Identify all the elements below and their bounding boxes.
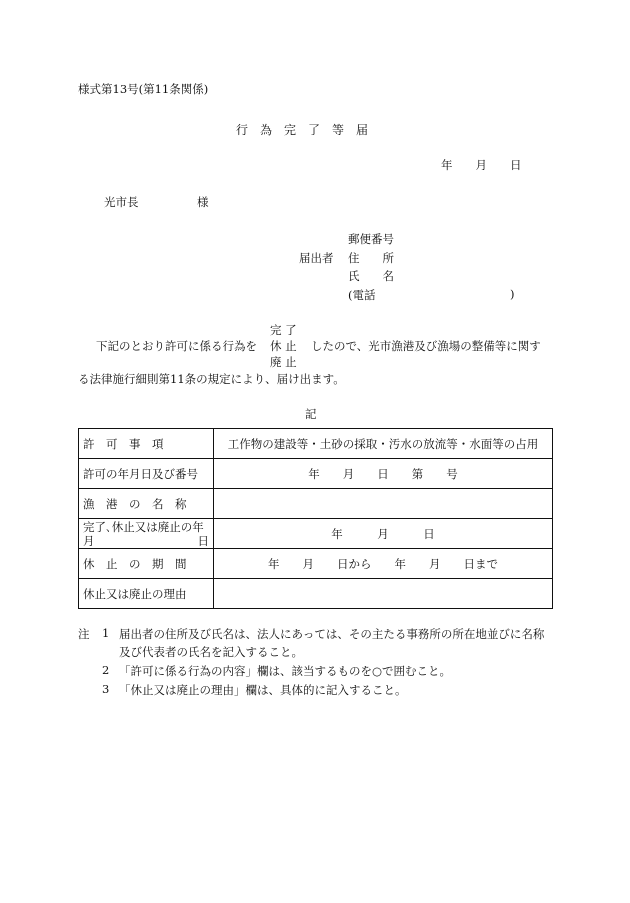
suspension-reason-value[interactable] xyxy=(214,579,553,609)
note-2-number: 2 xyxy=(102,663,110,677)
table-row xyxy=(79,579,553,609)
note-1-line1: 届出者の住所及び氏名は、法人にあっては、その主たる事務所の所在地並びに名称 xyxy=(119,627,545,641)
fishing-port-name-label: 漁 港 の 名 称 xyxy=(79,489,214,519)
phone-label: (電話 xyxy=(348,288,376,302)
suspension-reason-label: 休止又は廃止の理由 xyxy=(79,579,214,609)
note-3-number: 3 xyxy=(102,682,110,696)
table-row xyxy=(79,489,553,519)
suspension-period-label: 休 止 の 期 間 xyxy=(79,549,214,579)
note-1-number: 1 xyxy=(102,626,110,640)
suspension-period-value[interactable]: 年 月 日から 年 月 日まで xyxy=(214,549,553,579)
addressee-honorific: 様 xyxy=(197,195,209,209)
permit-item-value: 工作物の建設等・土砂の採取・汚水の放流等・水面等の占用 xyxy=(214,429,553,459)
body-line1-prefix: 下記のとおり許可に係る行為を xyxy=(96,339,257,353)
completion-date-label-month: 月 xyxy=(83,533,95,548)
table-row xyxy=(79,519,553,549)
submission-date: 年 月 日 xyxy=(441,158,522,172)
note-2-text: 「許可に係る行為の内容」欄は、該当するものを○で囲むこと。 xyxy=(119,664,452,678)
option-abolish: 廃 止 xyxy=(270,355,297,369)
document-title: 行 為 完 了 等 届 xyxy=(236,123,369,137)
note-3-text: 「休止又は廃止の理由」欄は、具体的に記入すること。 xyxy=(119,683,407,697)
permit-date-number-value[interactable]: 年 月 日 第 号 xyxy=(214,459,553,489)
postal-code-label: 郵便番号 xyxy=(348,232,394,246)
table-row xyxy=(79,429,553,459)
option-complete: 完 了 xyxy=(270,323,297,337)
option-suspend: 休 止 xyxy=(270,339,297,353)
completion-date-label-line1: 完了､休止又は廃止の年 xyxy=(83,519,204,534)
phone-close-paren: ) xyxy=(510,287,515,301)
fishing-port-name-value[interactable] xyxy=(214,489,553,519)
applicant-role-label: 届出者 xyxy=(299,251,334,265)
completion-date-label-day: 日 xyxy=(197,533,209,548)
note-1-line2: 及び代表者の氏名を記入すること。 xyxy=(119,645,303,659)
form-number: 様式第13号(第11条関係) xyxy=(78,82,209,96)
body-line2: る法律施行細則第11条の規定により、届け出ます。 xyxy=(78,372,345,386)
permit-table xyxy=(78,428,553,609)
permit-date-number-label: 許可の年月日及び番号 xyxy=(79,459,214,489)
name-label: 氏 名 xyxy=(348,269,394,283)
body-line1-suffix: したので、光市漁港及び漁場の整備等に関す xyxy=(311,339,541,353)
notes-prefix: 注 xyxy=(78,627,90,641)
completion-date-label xyxy=(79,519,214,549)
table-row xyxy=(79,549,553,579)
addressee-name: 光市長 xyxy=(104,195,139,209)
completion-date-label-line2 xyxy=(83,534,209,548)
permit-item-label: 許 可 事 項 xyxy=(79,429,214,459)
table-row xyxy=(79,459,553,489)
completion-date-value[interactable]: 年 月 日 xyxy=(214,519,553,549)
address-label: 住 所 xyxy=(348,251,394,265)
record-heading: 記 xyxy=(305,407,317,421)
